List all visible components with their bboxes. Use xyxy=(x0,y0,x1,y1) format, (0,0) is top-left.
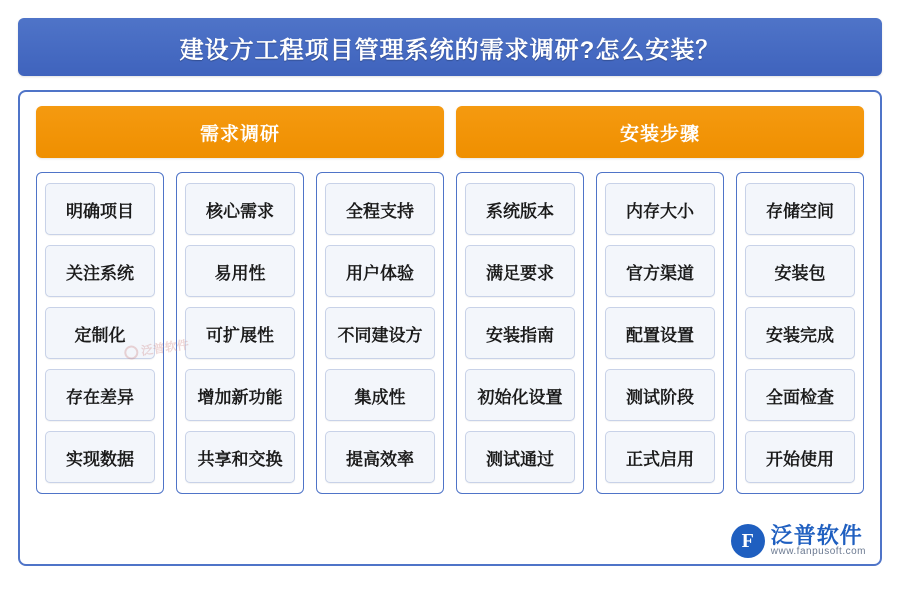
column-1 xyxy=(36,172,164,494)
group-header-installation xyxy=(456,106,864,158)
brand-url: www.fanpusoft.com xyxy=(770,546,866,558)
list-item: 关注系统 xyxy=(45,245,155,297)
list-item: 测试阶段 xyxy=(605,369,715,421)
list-item: 集成性 xyxy=(325,369,435,421)
list-item: 正式启用 xyxy=(605,431,715,483)
list-item: 存储空间 xyxy=(745,183,855,235)
list-item: 全面检查 xyxy=(745,369,855,421)
list-item: 配置设置 xyxy=(605,307,715,359)
list-item: 满足要求 xyxy=(465,245,575,297)
list-item: 增加新功能 xyxy=(185,369,295,421)
list-item: 全程支持 xyxy=(325,183,435,235)
group-header-installation-label: 安装步骤 xyxy=(619,123,700,145)
list-item: 可扩展性 xyxy=(185,307,295,359)
list-item: 初始化设置 xyxy=(465,369,575,421)
group-headers-row xyxy=(36,106,864,158)
list-item: 核心需求 xyxy=(185,183,295,235)
list-item: 不同建设方 xyxy=(325,307,435,359)
column-3 xyxy=(316,172,444,494)
column-4 xyxy=(456,172,584,494)
columns-row xyxy=(36,172,864,494)
brand-logo-block xyxy=(731,524,866,558)
list-item: 测试通过 xyxy=(465,431,575,483)
list-item: 明确项目 xyxy=(45,183,155,235)
watermark-text: 泛普软件 xyxy=(140,337,190,359)
page-title: 建设方工程项目管理系统的需求调研?怎么安装？ xyxy=(179,36,721,64)
list-item: 安装完成 xyxy=(745,307,855,359)
content-panel xyxy=(18,90,882,566)
list-item: 易用性 xyxy=(185,245,295,297)
list-item: 官方渠道 xyxy=(605,245,715,297)
list-item: 开始使用 xyxy=(745,431,855,483)
brand-wordmark xyxy=(771,524,866,558)
column-6 xyxy=(736,172,864,494)
list-item: 实现数据 xyxy=(45,431,155,483)
list-item: 存在差异 xyxy=(45,369,155,421)
column-2 xyxy=(176,172,304,494)
group-header-requirements-label: 需求调研 xyxy=(199,123,280,145)
page-title-bar xyxy=(18,18,882,76)
list-item: 共享和交换 xyxy=(185,431,295,483)
list-item: 系统版本 xyxy=(465,183,575,235)
group-header-requirements xyxy=(36,106,444,158)
list-item: 安装指南 xyxy=(465,307,575,359)
list-item: 内存大小 xyxy=(605,183,715,235)
column-5 xyxy=(596,172,724,494)
list-item: 定制化 xyxy=(45,307,155,359)
list-item: 提高效率 xyxy=(325,431,435,483)
list-item: 用户体验 xyxy=(325,245,435,297)
list-item: 安装包 xyxy=(745,245,855,297)
brand-name: 泛普软件 xyxy=(770,523,863,549)
fanpu-logo-icon: F xyxy=(731,524,765,558)
